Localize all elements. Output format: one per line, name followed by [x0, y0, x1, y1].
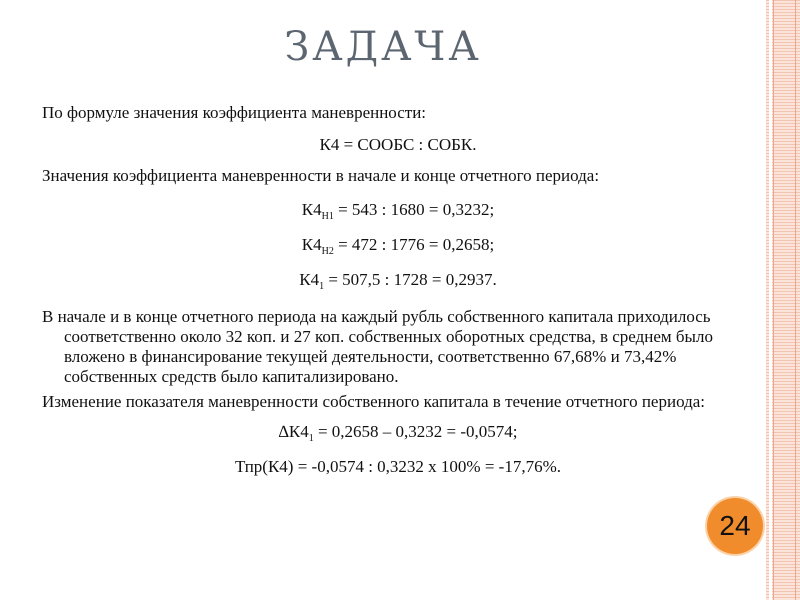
- formula-growth-rate: Тпр(К4) = -0,0574 : 0,3232 х 100% = -17,76%.: [234, 457, 562, 476]
- formula-base: К4: [301, 200, 322, 219]
- formula-start: [42, 200, 754, 223]
- formula-average: [42, 270, 754, 293]
- formula-body: = 472 : 1776 = 0,2658;: [333, 235, 495, 254]
- slide-title: ЗАДАЧА: [284, 24, 482, 70]
- formula-subscript: Н2: [321, 246, 334, 257]
- formula-base: ∆К4: [278, 422, 309, 441]
- change-text: Изменение показателя маневренности собственного капитала в течение отчетного периода:: [42, 392, 705, 411]
- formula-subscript: 1: [308, 433, 314, 444]
- decorative-border-line: [769, 0, 772, 600]
- formula-end: [42, 235, 754, 258]
- formula-main: К4 = СООБС : СОБК.: [319, 135, 477, 154]
- formula-body: = 543 : 1680 = 0,3232;: [333, 200, 495, 219]
- formula-change: [42, 422, 754, 445]
- interpretation-text: В начале и в конце отчетного периода на каждый рубль собственного капитала приходилось соответственно около 32 коп. и 27 коп. собственных оборотных средства, в среднем было вложено в финансирование текущей деятельности, соответственно 67,68% и 73,42% собственных средств было капитализировано.: [42, 307, 713, 386]
- formula-base: К4: [301, 235, 322, 254]
- formula-subscript: Н1: [321, 211, 334, 222]
- formula-body: = 507,5 : 1728 = 0,2937.: [324, 270, 497, 289]
- coefficient-values-text: Значения коэффициента маневренности в начале и конце отчетного периода:: [42, 166, 600, 185]
- decorative-border-line: [795, 0, 796, 600]
- decorative-border-line: [773, 0, 774, 600]
- slide-body: [42, 103, 754, 477]
- page-number-badge: 24: [707, 498, 763, 554]
- intro-text: По формуле значения коэффициента маневренности:: [42, 103, 427, 122]
- formula-base: К4: [299, 270, 320, 289]
- formula-subscript: 1: [319, 281, 325, 292]
- formula-body: = 0,2658 – 0,3232 = -0,0574;: [313, 422, 518, 441]
